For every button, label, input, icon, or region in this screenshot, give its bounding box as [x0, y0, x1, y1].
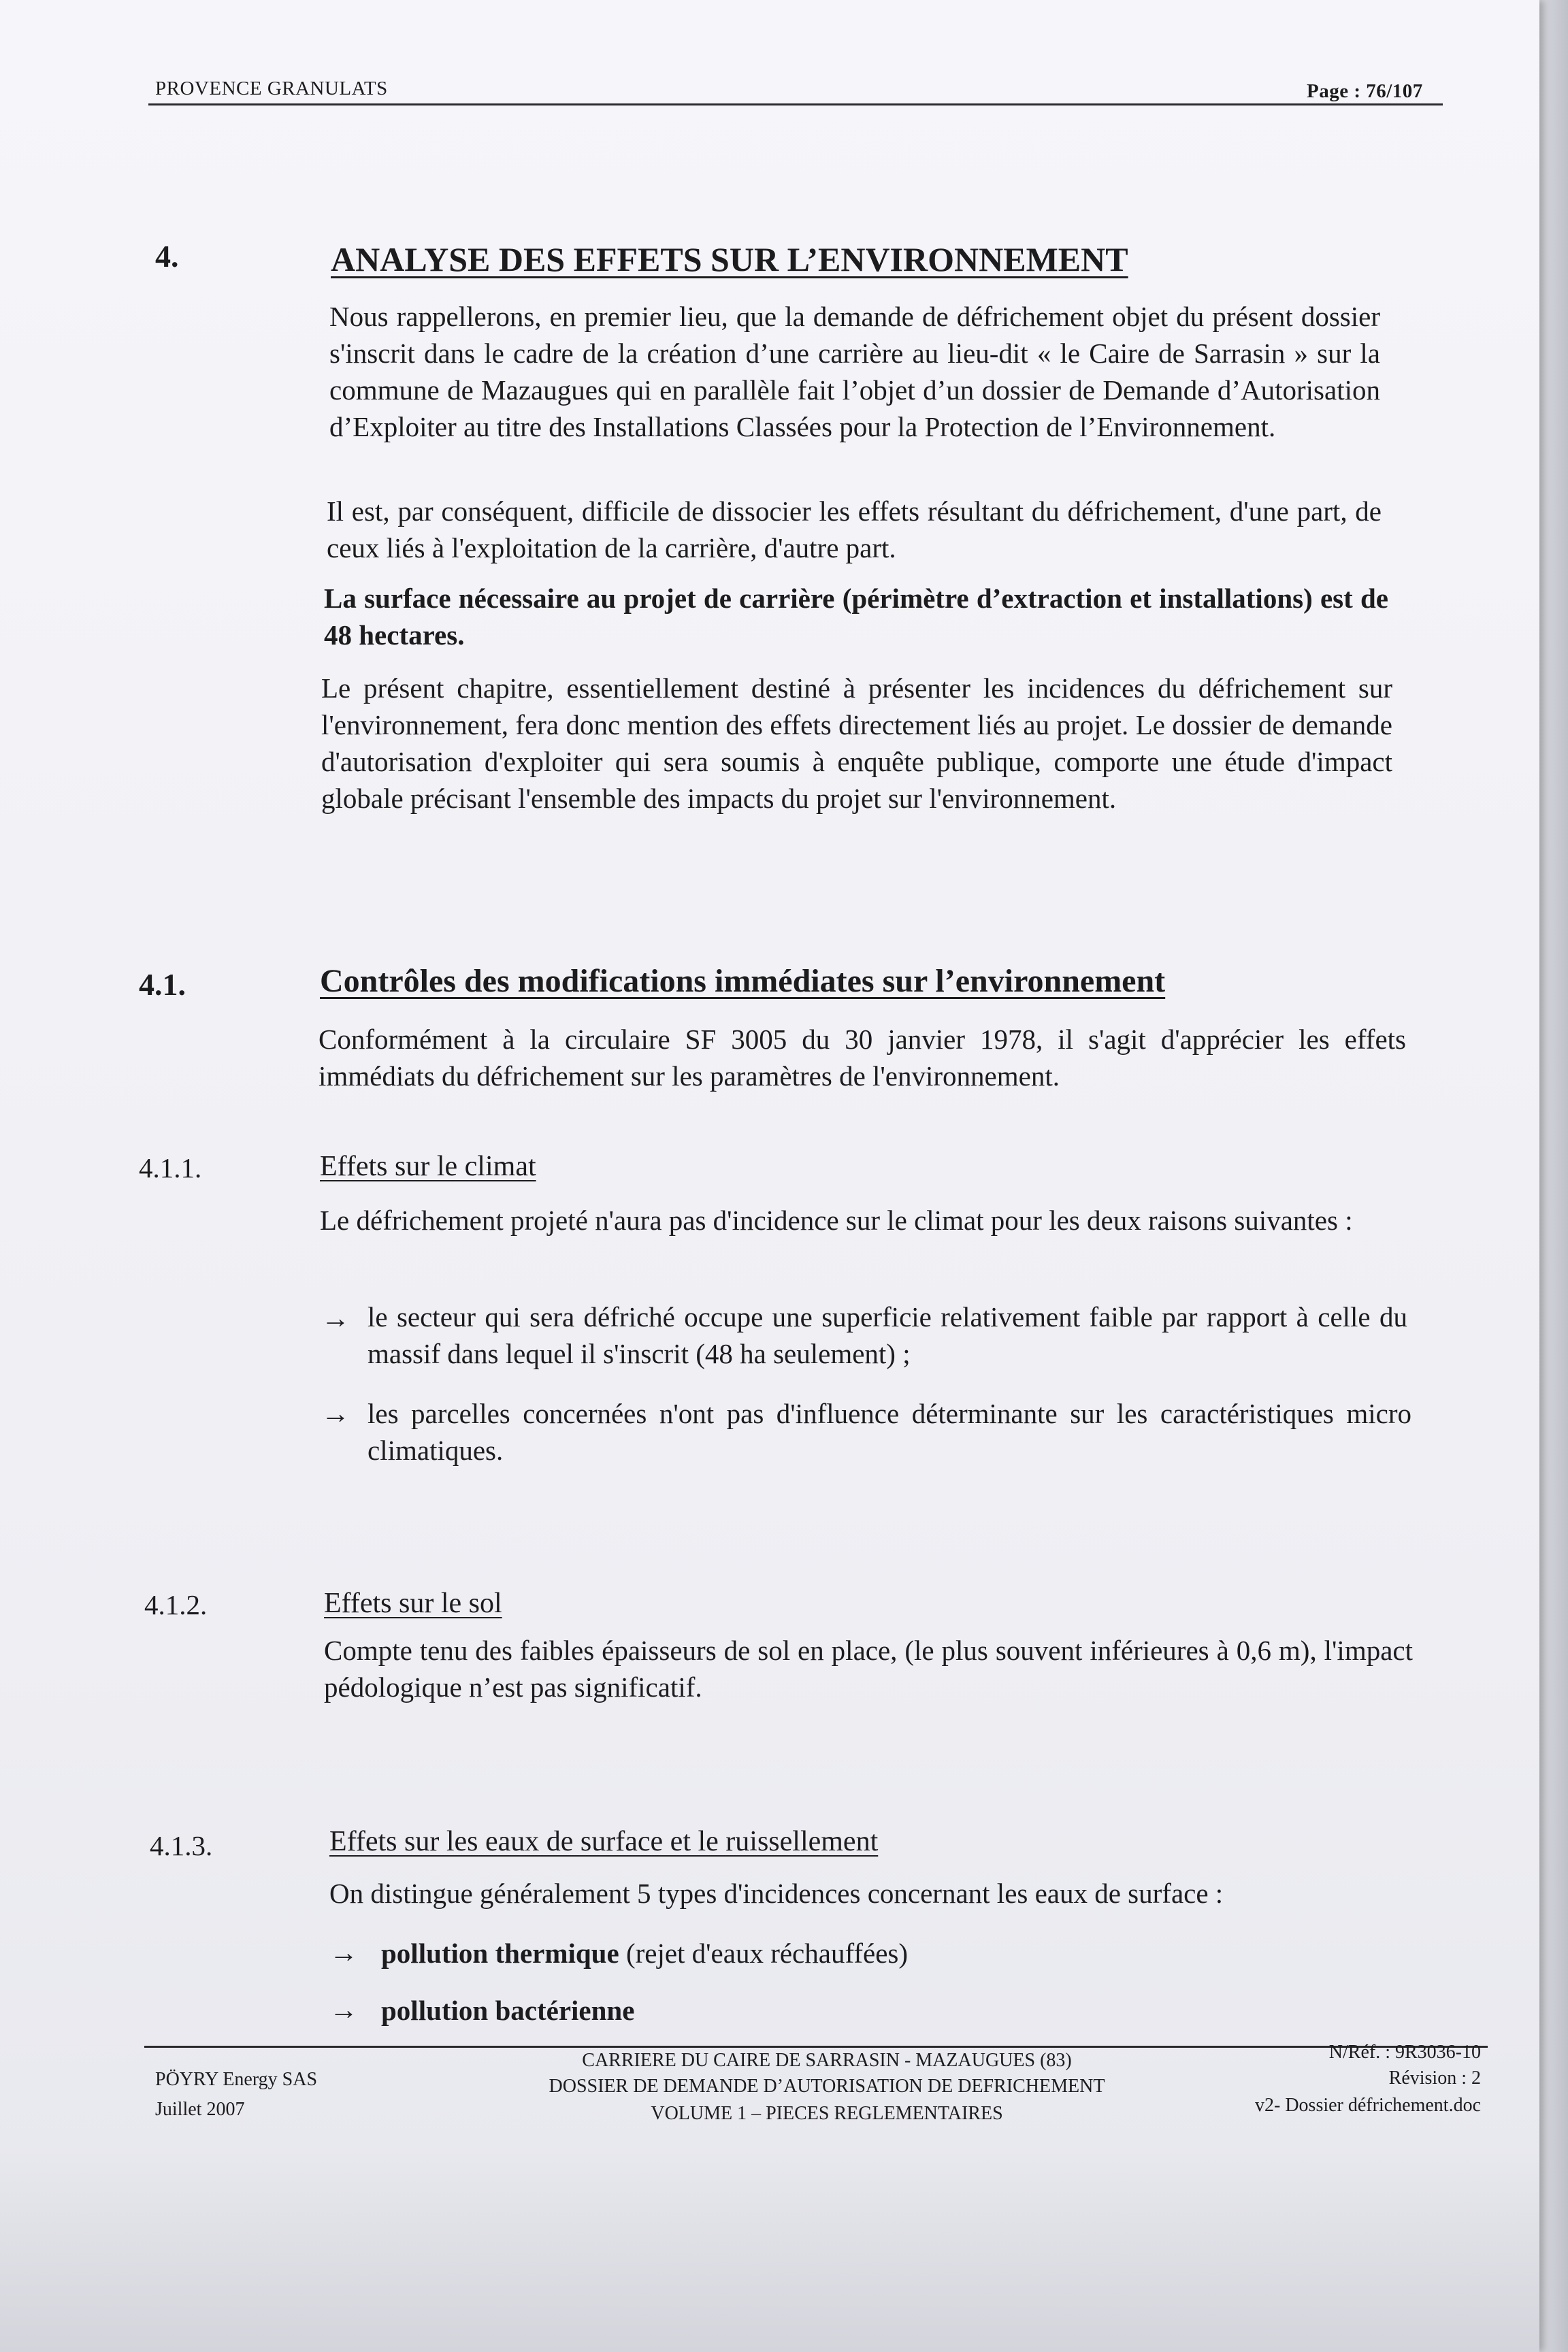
list-item: le secteur qui sera défriché occupe une superficie relativement faible par rapport à celle du massif dans lequel il s'inscrit (48 ha seulement) ;	[368, 1301, 1407, 1369]
footer-reference: N/Réf. : 9R3036-10	[1328, 2042, 1481, 2063]
header-page-number: Page : 76/107	[1307, 80, 1423, 102]
footer-project: CARRIERE DU CAIRE DE SARRASIN - MAZAUGUES (83)	[582, 2050, 1072, 2071]
list-item: les parcelles concernées n'ont pas d'influence déterminante sur les caractéristiques micro climatiques.	[368, 1398, 1411, 1466]
footer-company: PÖYRY Energy SAS	[155, 2069, 318, 2090]
section-paragraph: Il est, par conséquent, difficile de dissocier les effets résultant du défrichement, d'une part, de ceux liés à l'exploitation de la carrière, d'autre part.	[327, 495, 1382, 564]
section-number: 4.1.	[139, 967, 186, 1002]
section-title: Effets sur le sol	[324, 1588, 502, 1619]
section-paragraph: Le défrichement projeté n'aura pas d'incidence sur le climat pour les deux raisons suivantes :	[320, 1205, 1353, 1236]
section-paragraph: Le présent chapitre, essentiellement destiné à présenter les incidences du défrichement sur l'environnement, fera donc mention des effets directement liés au projet. Le dossier de demande d'autorisation d'exploiter qui sera soumis à enquête publique, comporte une étude d'impact globale précisant l'ensemble des impacts du projet sur l'environnement.	[321, 672, 1392, 814]
section-paragraph: On distingue généralement 5 types d'incidences concernant les eaux de surface :	[329, 1878, 1224, 1909]
section-paragraph: Conformément à la circulaire SF 3005 du 30 janvier 1978, il s'agit d'apprécier les effets immédiats du défrichement sur les paramètres de l'environnement.	[318, 1024, 1406, 1092]
section-title: ANALYSE DES EFFETS SUR L’ENVIRONNEMENT	[331, 240, 1128, 278]
footer-filename: v2- Dossier défrichement.doc	[1255, 2095, 1481, 2116]
footer-date: Juillet 2007	[155, 2099, 245, 2120]
section-title: Effets sur les eaux de surface et le ruissellement	[329, 1826, 879, 1857]
section-title: Contrôles des modifications immédiates sur l’environnement	[320, 963, 1166, 999]
section-number: 4.1.3.	[150, 1830, 213, 1861]
header-rule	[148, 103, 1443, 105]
arrow-bullet-icon: →	[321, 1303, 350, 1335]
page-shading	[0, 2144, 1539, 2352]
section-number: 4.1.1.	[139, 1152, 202, 1183]
section-paragraph: Compte tenu des faibles épaisseurs de sol en place, (le plus souvent inférieures à 0,6 m), l'impact pédologique n’est pas significatif.	[324, 1635, 1413, 1703]
arrow-bullet-icon: →	[329, 1938, 358, 1969]
arrow-bullet-icon: →	[329, 1995, 358, 2026]
list-item: pollution bactérienne	[381, 1995, 635, 2026]
header-company: PROVENCE GRANULATS	[155, 78, 388, 99]
list-item	[381, 1937, 908, 1970]
list-item-bold: pollution thermique	[381, 1938, 619, 1969]
footer-volume: VOLUME 1 – PIECES REGLEMENTAIRES	[651, 2103, 1003, 2124]
section-number: 4.1.2.	[144, 1589, 208, 1620]
arrow-bullet-icon: →	[321, 1399, 350, 1430]
section-number: 4.	[155, 239, 179, 274]
section-paragraph-bold: La surface nécessaire au projet de carrière (périmètre d’extraction et installations) est de 48 hectares.	[324, 583, 1388, 651]
list-item-text: (rejet d'eaux réchauffées)	[619, 1938, 909, 1969]
footer-document-title: DOSSIER DE DEMANDE D’AUTORISATION DE DEFRICHEMENT	[549, 2076, 1105, 2097]
section-title: Effets sur le climat	[320, 1151, 536, 1182]
section-paragraph: Nous rappellerons, en premier lieu, que la demande de défrichement objet du présent dossier s'inscrit dans le cadre de la création d’une carrière au lieu-dit « le Caire de Sarrasin » sur la commune de Mazaugues qui en parallèle fait l’objet d’un dossier de Demande d’Autorisation d’Exploiter au titre des Installations Classées pour la Protection de l’Environnement.	[329, 301, 1380, 442]
footer-revision: Révision : 2	[1388, 2068, 1481, 2089]
